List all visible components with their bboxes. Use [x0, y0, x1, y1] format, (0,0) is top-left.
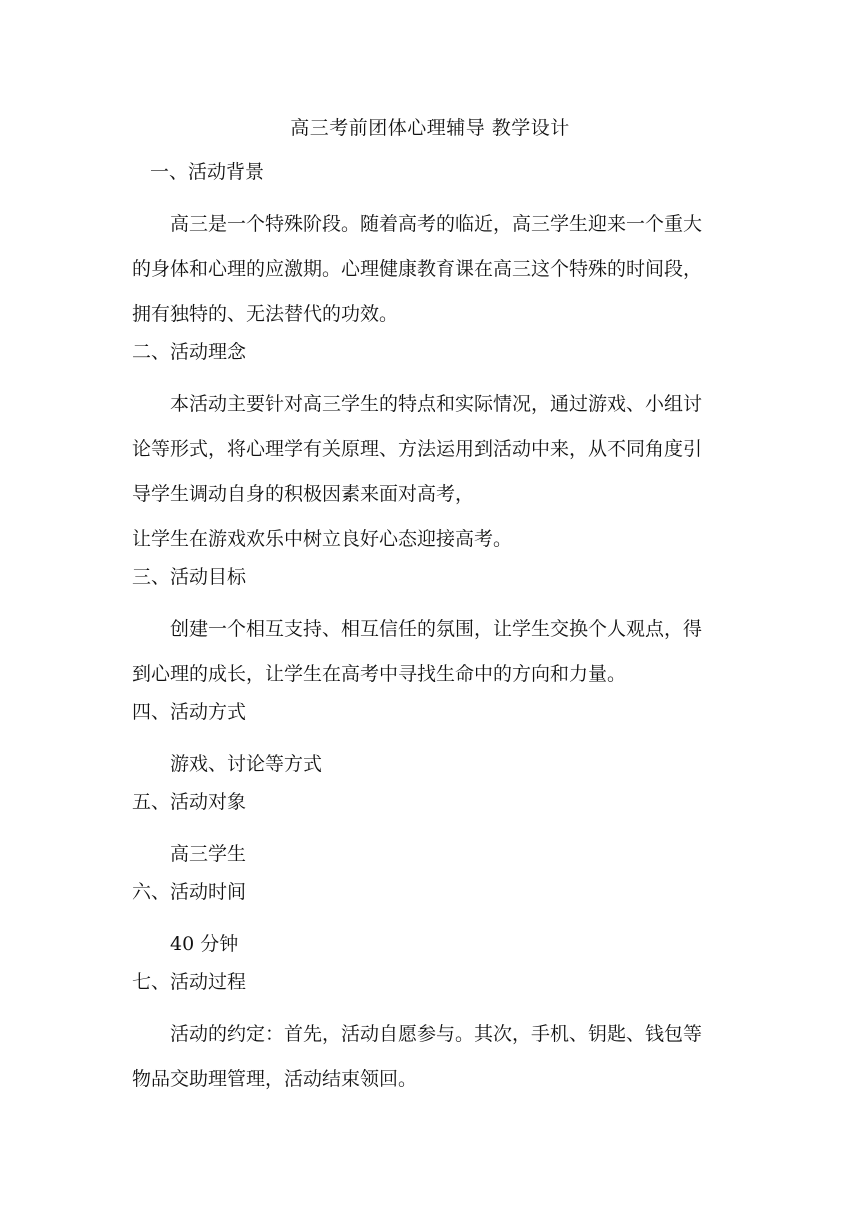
paragraph-line: 高三学生 — [170, 843, 247, 865]
paragraph-line: 到心理的成长，让学生在高考中寻找生命中的方向和力量。 — [132, 663, 627, 685]
section-paragraph-background — [132, 202, 732, 337]
section-heading-concept: 二、活动理念 — [132, 341, 247, 363]
section-paragraph-audience — [132, 832, 732, 877]
section-paragraph-method — [132, 742, 732, 787]
section-paragraph-duration — [132, 922, 732, 967]
document-body — [132, 157, 732, 1102]
section-paragraph-goals — [132, 607, 732, 697]
section-heading-background: 一、活动背景 — [150, 161, 265, 183]
paragraph-line: 物品交助理管理，活动结束领回。 — [132, 1068, 418, 1090]
section-heading-audience: 五、活动对象 — [132, 791, 247, 813]
paragraph-line: 让学生在游戏欢乐中树立良好心态迎接高考。 — [132, 528, 513, 550]
section-paragraph-concept — [132, 382, 732, 562]
section-heading-process: 七、活动过程 — [132, 971, 247, 993]
paragraph-line: 活动的约定：首先，活动自愿参与。其次，手机、钥匙、钱包等 — [170, 1023, 703, 1045]
section-heading-method: 四、活动方式 — [132, 701, 247, 723]
paragraph-line: 导学生调动自身的积极因素来面对高考， — [132, 483, 475, 505]
paragraph-line: 游戏、讨论等方式 — [170, 753, 323, 775]
paragraph-line: 论等形式，将心理学有关原理、方法运用到活动中来，从不同角度引 — [132, 438, 703, 460]
paragraph-line: 本活动主要针对高三学生的特点和实际情况，通过游戏、小组讨 — [170, 393, 703, 415]
paragraph-line: 拥有独特的、无法替代的功效。 — [132, 303, 399, 325]
paragraph-line: 40 分钟 — [170, 933, 239, 955]
section-heading-goals: 三、活动目标 — [132, 566, 247, 588]
paragraph-line: 的身体和心理的应激期。心理健康教育课在高三这个特殊的时间段， — [132, 258, 703, 280]
paragraph-line: 创建一个相互支持、相互信任的氛围，让学生交换个人观点，得 — [170, 618, 703, 640]
document-title: 高三考前团体心理辅导 教学设计 — [290, 117, 570, 139]
paragraph-line: 高三是一个特殊阶段。随着高考的临近，高三学生迎来一个重大 — [170, 213, 703, 235]
section-heading-duration: 六、活动时间 — [132, 881, 247, 903]
section-paragraph-process — [132, 1012, 732, 1102]
